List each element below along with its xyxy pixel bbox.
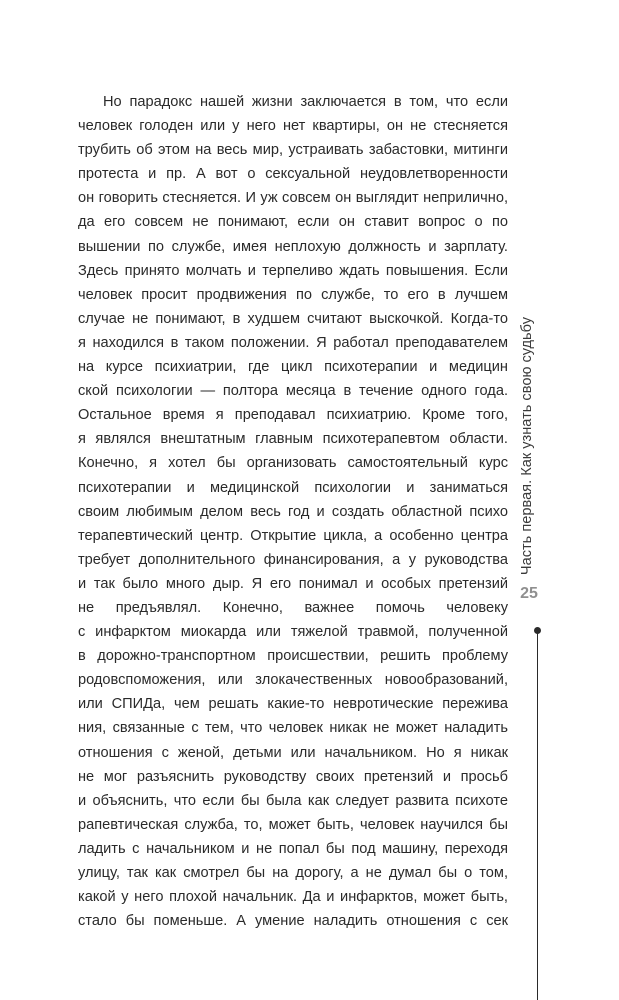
text-line: Конечно, я хотел бы организовать самостоятельный курс (78, 455, 508, 472)
text-line: он говорить стесняется. И уж совсем он выглядит неприлично, (78, 190, 508, 207)
text-line: терапевтический центр. Открытие цикла, а особенно центра (78, 527, 508, 544)
text-line: и объяснить, что если бы была как следует развита психоте (78, 792, 508, 809)
text-line: не предъявлял. Конечно, важнее помочь человеку (78, 599, 508, 616)
text-line: требует дополнительного финансирования, а у руководства (78, 551, 508, 568)
vertical-rule (537, 632, 538, 1000)
text-line: отношения с женой, детьми или начальником. Но я никак (78, 744, 508, 761)
text-line: я являлся внештатным главным психотерапевтом области. (78, 431, 508, 448)
text-line: улицу, так как смотрел бы на дорогу, а не думал бы о том, (78, 865, 508, 881)
text-line: да его совсем не понимают, если он ставит вопрос о по (78, 214, 508, 231)
text-line: человек просит продвижения по службе, то его в лучшем (78, 286, 508, 303)
text-line: не мог разъяснить руководству своих претензий и просьб (78, 768, 508, 785)
text-line: психотерапии и медицинской психологии и заниматься (78, 479, 508, 496)
body-text (78, 90, 508, 933)
text-line: трубить об этом на весь мир, устраивать забастовки, митинги (78, 142, 508, 159)
text-line: Здесь принято молчать и терпеливо ждать повышения. Если (78, 262, 508, 279)
text-line: какой у него плохой начальник. Да и инфарктов, может быть, (78, 889, 508, 906)
text-line: случае не понимают, в худшем считают выскочкой. Когда-то (78, 310, 508, 327)
text-line: и так было много дыр. Я его понимал и особых претензий (78, 575, 508, 592)
text-line: Но парадокс нашей жизни заключается в том, что если (103, 94, 508, 110)
text-line: или СПИДа, чем решать какие-то невротические пережива (78, 696, 508, 713)
text-line: своим любимым делом весь год и создать областной психо (78, 503, 508, 520)
page-number: 25 (520, 585, 538, 602)
text-line: Остальное время я преподавал психиатрию. Кроме того, (78, 407, 508, 424)
running-head (512, 295, 542, 575)
text-line: я находился в таком положении. Я работал преподавателем (78, 334, 508, 351)
text-line: ладить с начальником и не попал бы под машину, переходя (78, 840, 508, 857)
text-line: в дорожно-транспортном происшествии, решить проблему (78, 648, 508, 665)
text-line: ской психологии — полтора месяца в течение одного года. (78, 383, 508, 400)
text-line: человек голоден или у него нет квартиры, он не стесняется (78, 118, 508, 135)
text-line: с инфарктом миокарда или тяжелой травмой, полученной (78, 624, 508, 641)
text-line: рапевтическая служба, то, может быть, человек научился бы (78, 816, 508, 833)
text-line: протеста и пр. А вот о сексуальной неудовлетворенности (78, 166, 508, 183)
text-line: стало бы поменьше. А умение наладить отношения с сек (78, 913, 508, 930)
text-line: вышении по службе, имея неплохую должность и зарплату. (78, 238, 508, 255)
running-head-text: Часть первая. Как узнать свою судьбу (519, 316, 535, 575)
text-line: на курсе психиатрии, где цикл психотерапии и медицин (78, 359, 508, 376)
text-line: ния, связанные с тем, что человек никак не может наладить (78, 720, 508, 737)
text-line: родовспоможения, или злокачественных новообразований, (78, 672, 508, 689)
